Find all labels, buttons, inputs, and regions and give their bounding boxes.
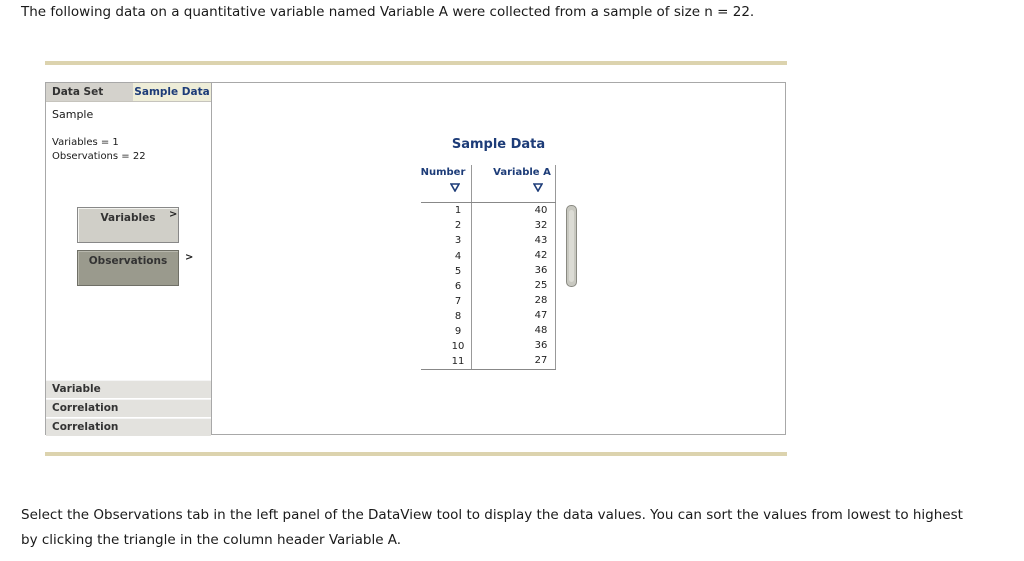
header-divider bbox=[421, 202, 556, 203]
top-divider bbox=[45, 61, 787, 65]
value-cell: 42 bbox=[534, 250, 548, 261]
nav-variable[interactable]: Variable bbox=[46, 380, 211, 398]
value-cell: 28 bbox=[534, 295, 548, 306]
variables-arrow-icon: > bbox=[169, 209, 178, 220]
number-cell: 3 bbox=[454, 235, 462, 246]
sample-data-tab[interactable]: Sample Data bbox=[133, 83, 211, 101]
value-cell: 27 bbox=[534, 355, 548, 366]
nav-correlation-1[interactable]: Correlation bbox=[46, 399, 211, 417]
value-cell: 36 bbox=[534, 340, 548, 351]
observations-button[interactable] bbox=[77, 250, 179, 286]
intro-text: The following data on a quantitative variable named Variable A were collected from a sample of size n = 22. bbox=[21, 4, 755, 20]
dataview-panel bbox=[45, 82, 786, 435]
instruction-text: Select the Observations tab in the left panel of the DataView tool to display the data values. You can sort the values from lowest to highest by clicking the triangle in the column header Variable A. bbox=[21, 507, 963, 548]
number-cell: 10 bbox=[451, 341, 465, 352]
sort-number-triangle-icon[interactable] bbox=[450, 183, 460, 192]
variables-button[interactable] bbox=[77, 207, 179, 243]
number-cell: 1 bbox=[454, 205, 462, 216]
left-panel bbox=[46, 83, 212, 434]
value-cell: 25 bbox=[534, 280, 548, 291]
value-cell: 47 bbox=[534, 310, 548, 321]
number-cell: 2 bbox=[454, 220, 462, 231]
nav-correlation-2[interactable]: Correlation bbox=[46, 418, 211, 436]
number-cell: 4 bbox=[454, 251, 462, 262]
number-cell: 5 bbox=[454, 266, 462, 277]
number-cell: 9 bbox=[454, 326, 462, 337]
number-header: Number bbox=[420, 167, 466, 178]
dataset-header bbox=[46, 83, 211, 102]
number-cell: 8 bbox=[454, 311, 462, 322]
dataset-stats bbox=[52, 136, 146, 163]
sort-variable-a-triangle-icon[interactable] bbox=[533, 183, 543, 192]
table-title: Sample Data bbox=[451, 137, 546, 152]
variable-a-header: Variable A bbox=[493, 167, 551, 178]
observations-arrow-icon: > bbox=[185, 252, 194, 263]
variables-count: Variables = 1 bbox=[52, 137, 119, 148]
value-cell: 43 bbox=[534, 235, 548, 246]
number-cell: 6 bbox=[454, 281, 462, 292]
table-bottom-line bbox=[421, 369, 556, 370]
observations-button-label: Observations bbox=[88, 255, 168, 267]
value-cell: 36 bbox=[534, 265, 548, 276]
number-cell: 11 bbox=[451, 356, 465, 367]
table-scrollbar[interactable] bbox=[566, 205, 577, 287]
observations-count: Observations = 22 bbox=[52, 150, 146, 162]
bottom-divider bbox=[45, 452, 787, 456]
data-view-area bbox=[212, 83, 785, 434]
value-cell: 32 bbox=[534, 220, 548, 231]
variables-button-label: Variables bbox=[100, 212, 156, 224]
dataset-label: Data Set bbox=[52, 86, 104, 98]
number-cell: 7 bbox=[454, 296, 462, 307]
value-cell: 40 bbox=[534, 205, 548, 216]
dataset-name: Sample bbox=[52, 108, 94, 121]
value-cell: 48 bbox=[534, 325, 548, 336]
